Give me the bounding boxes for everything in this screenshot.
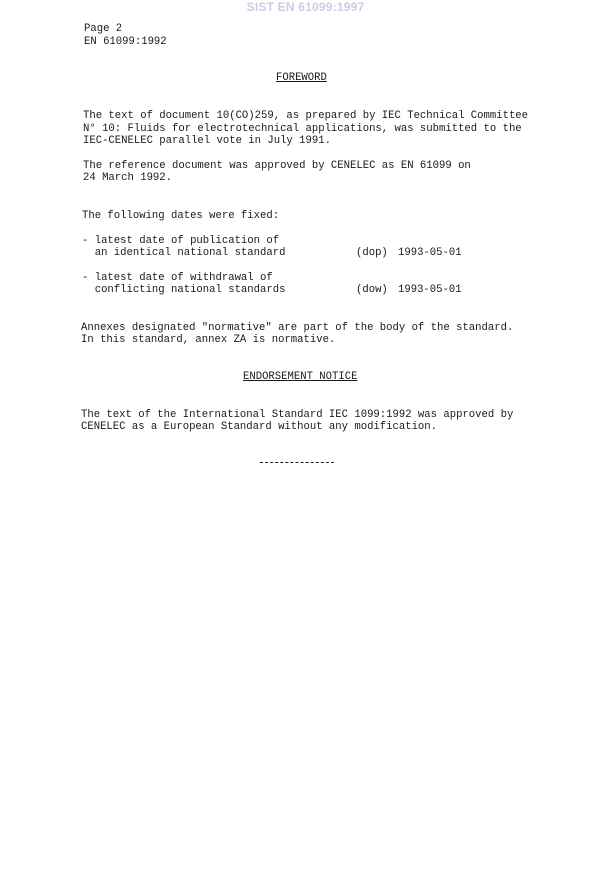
date-item-dop-line2: an identical national standard bbox=[82, 247, 286, 259]
page-number: Page 2 bbox=[84, 23, 123, 35]
date-item-dow-code: (dow) bbox=[356, 284, 388, 296]
standard-number: EN 61099:1992 bbox=[84, 36, 167, 48]
foreword-p2-line1: The reference document was approved by CENELEC as EN 61099 on bbox=[83, 160, 471, 172]
foreword-p1-line2: N° 10: Fluids for electrotechnical applications, was submitted to the bbox=[83, 123, 522, 135]
foreword-p1-line3: IEC-CENELEC parallel vote in July 1991. bbox=[83, 135, 331, 147]
dates-intro: The following dates were fixed: bbox=[82, 210, 280, 222]
watermark: SIST EN 61099:1997 bbox=[246, 0, 365, 14]
date-item-dop-line1: - latest date of publication of bbox=[82, 235, 280, 247]
date-item-dop-date: 1993-05-01 bbox=[398, 247, 462, 259]
foreword-p2-line2: 24 March 1992. bbox=[83, 172, 173, 184]
end-rule bbox=[260, 462, 334, 463]
date-item-dow-line2: conflicting national standards bbox=[82, 284, 286, 296]
date-item-dow-line1: - latest date of withdrawal of bbox=[82, 272, 273, 284]
annexes-line1: Annexes designated "normative" are part of the body of the standard. bbox=[81, 322, 514, 334]
foreword-p1-line1: The text of document 10(CO)259, as prepared by IEC Technical Committee bbox=[83, 110, 529, 122]
endorsement-heading: ENDORSEMENT NOTICE bbox=[243, 371, 358, 383]
date-item-dow-date: 1993-05-01 bbox=[398, 284, 462, 296]
annexes-line2: In this standard, annex ZA is normative. bbox=[81, 334, 336, 346]
date-item-dop-code: (dop) bbox=[356, 247, 388, 259]
endorsement-line1: The text of the International Standard IEC 1099:1992 was approved by bbox=[81, 409, 514, 421]
endorsement-line2: CENELEC as a European Standard without any modification. bbox=[81, 421, 438, 433]
foreword-heading: FOREWORD bbox=[276, 72, 327, 84]
